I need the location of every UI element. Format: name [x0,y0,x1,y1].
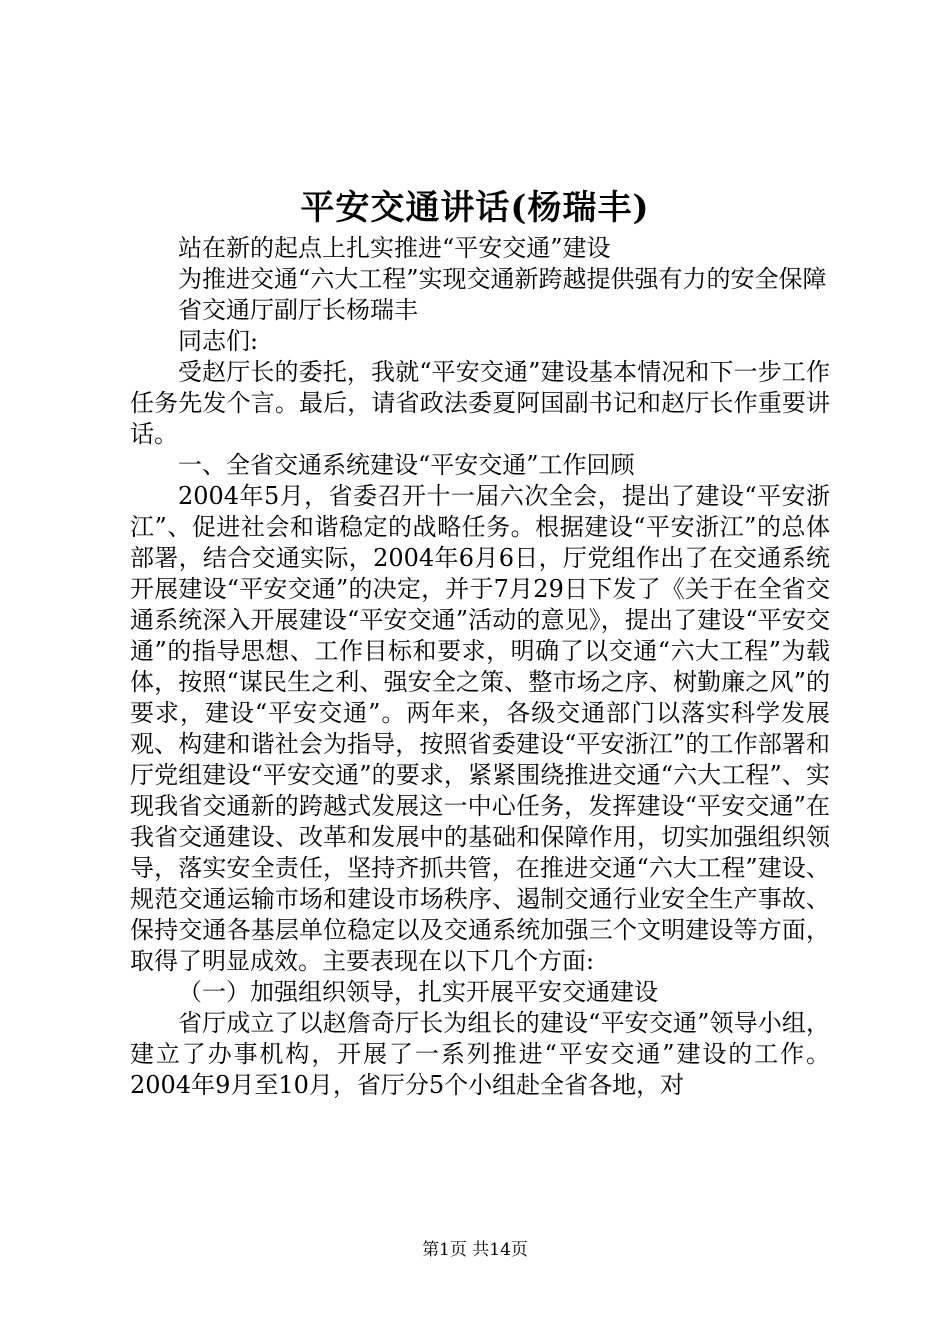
page-footer: 第1页 共14页 [422,1240,528,1260]
paragraph-review: 2004年5月，省委召开十一届六次全会，提出了建设“平安浙江”、促进社会和谐稳定的战略任务。根据建设“平安浙江”的总体部署，结合交通实际，2004年6月6日，厅党组作出了在交通系统开展建设“平安交通”的决定，并于7月29日下发了《关于在全省交通系统深入开展建设“平安交通”活动的意见》，提出了建设“平安交通”的指导思想、工作目标和要求，明确了以交通“六大工程”为载体，按照“谋民生之利、强安全之策、整市场之序、树勤廉之风”的要求，建设“平安交通”。两年来，各级交通部门以落实科学发展观、构建和谐社会为指导，按照省委建设“平安浙江”的工作部署和厅党组建设“平安交通”的要求，紧紧围绕推进交通“六大工程”、实现我省交通新的跨越式发展这一中心任务，发挥建设“平安交通”在我省交通建设、改革和发展中的基础和保障作用，切实加强组织领导，落实安全责任，坚持齐抓共管，在推进交通“六大工程”建设、规范交通运输市场和建设市场秩序、遏制交通行业安全生产事故、保持交通各基层单位稳定以及交通系统加强三个文明建设等方面，取得了明显成效。主要表现在以下几个方面: [130,482,830,975]
paragraph-salutation: 同志们: [178,327,259,355]
document-title: 平安交通讲话(杨瑞丰) [300,188,650,228]
subsection-heading-1: （一）加强组织领导，扎实开展平安交通建设 [178,978,658,1006]
section-heading-1: 一、全省交通系统建设“平安交通”工作回顾 [178,451,635,479]
paragraph-organization: 省厅成立了以赵詹奇厅长为组长的建设“平安交通”领导小组，建立了办事机构，开展了一系列推进“平安交通”建设的工作。2004年9月至10月，省厅分5个小组赴全省各地，对 [130,1009,830,1099]
paragraph-speaker: 省交通厅副厅长杨瑞丰 [178,296,418,324]
paragraph-subtitle-2: 为推进交通“六大工程”实现交通新跨越提供强有力的安全保障 [178,265,827,293]
document-body [130,233,830,1101]
paragraph-intro: 受赵厅长的委托，我就“平安交通”建设基本情况和下一步工作任务先发个言。最后，请省政法委夏阿国副书记和赵厅长作重要讲话。 [130,358,830,448]
paragraph-subtitle: 站在新的起点上扎实推进“平安交通”建设 [178,234,611,262]
